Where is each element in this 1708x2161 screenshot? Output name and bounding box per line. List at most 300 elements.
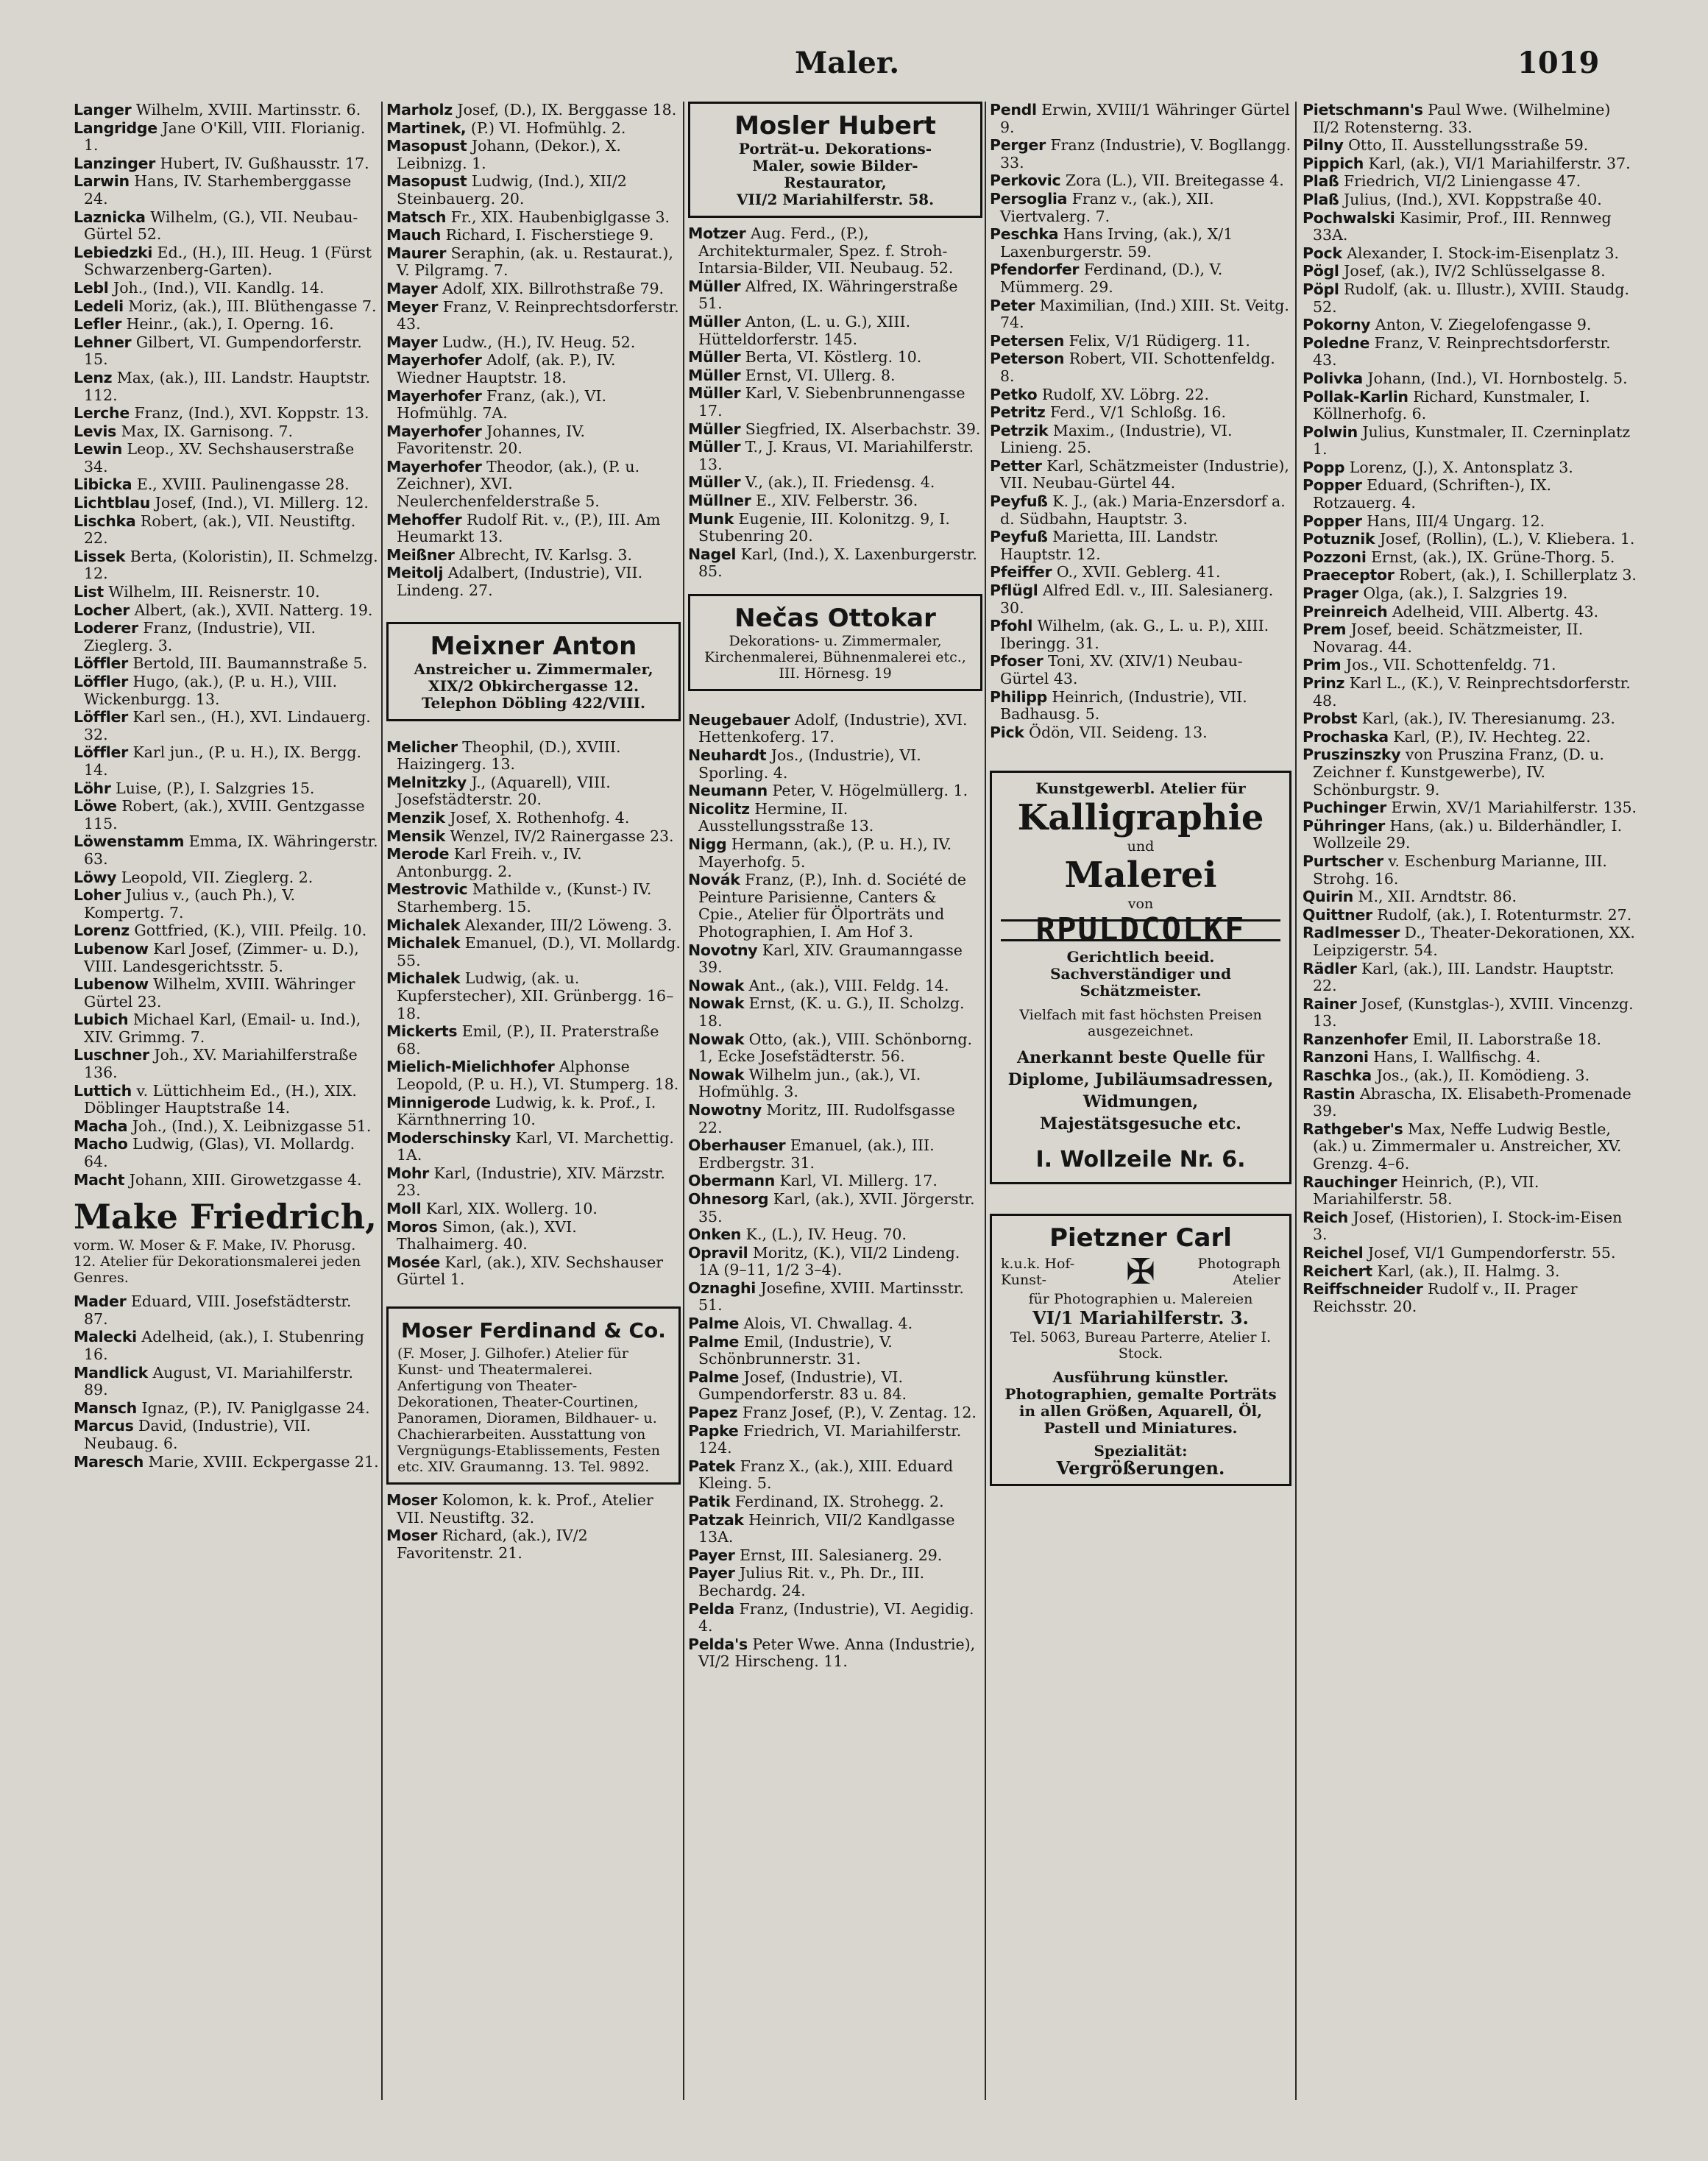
entry-surname: Mosée <box>386 1253 440 1271</box>
directory-entry: Payer Ernst, III. Salesianerg. 29. <box>688 1546 943 1564</box>
entry-surname: Maresch <box>74 1452 144 1471</box>
ad-pietzner-phone: Tel. 5063, Bureau Parterre, Atelier I. Stock. <box>1010 1329 1272 1362</box>
directory-entry: Pippich Karl, (ak.), VI/1 Mariahilferstr. 37. <box>1303 154 1631 172</box>
entry-surname: Peyfuß <box>990 528 1048 546</box>
directory-entry: Pfohl Wilhelm, (ak. G., L. u. P.), XIII. Iberingg. 31. <box>990 617 1269 652</box>
entry-surname: Purtscher <box>1303 852 1383 870</box>
ad-pietzner-left: k.u.k. Hof- Kunst- <box>1001 1255 1075 1288</box>
entry-surname: Müller <box>688 473 741 492</box>
entry-surname: Nowotny <box>688 1100 762 1119</box>
directory-entry: Laznicka Wilhelm, (G.), VII. Neubau-Gürtel 52. <box>74 208 358 244</box>
directory-entry: Müller T., J. Kraus, VI. Mariahilferstr. 13. <box>688 438 974 473</box>
directory-entry: Langridge Jane O'Kill, VIII. Florianig. 1. <box>74 119 366 155</box>
entry-surname: Reiffschneider <box>1303 1280 1423 1298</box>
entry-surname: Ranzoni <box>1303 1048 1369 1067</box>
directory-entry: Onken K., (L.), IV. Heug. 70. <box>688 1225 907 1244</box>
entry-surname: Novotny <box>688 941 758 959</box>
directory-entry: Meitolj Adalbert, (Industrie), VII. Lindeng. 27. <box>386 564 643 600</box>
entry-surname: Lubich <box>74 1011 129 1029</box>
entry-surname: Petritz <box>990 403 1046 422</box>
entry-surname: Mestrovic <box>386 880 468 899</box>
directory-entry: Müller Siegfried, IX. Alserbachstr. 39. <box>688 420 981 438</box>
entry-surname: Prinz <box>1303 674 1345 692</box>
ad-mosler <box>688 102 982 218</box>
directory-entry: Lehner Gilbert, VI. Gumpendorferstr. 15. <box>74 333 362 369</box>
entry-surname: Probst <box>1303 710 1358 728</box>
ad-mosler-line1: Porträt-u. Dekorations- <box>738 140 932 158</box>
entry-surname: Peyfuß <box>990 492 1048 511</box>
entry-surname: Löffler <box>74 673 128 690</box>
directory-entry: Reiffschneider Rudolf v., II. Prager Reichsstr. 20. <box>1303 1280 1578 1315</box>
entry-surname: Löwenstamm <box>74 832 185 851</box>
directory-entry: Payer Julius Rit. v., Ph. Dr., III. Bechardg. 24. <box>688 1564 925 1599</box>
entry-surname: Patzak <box>688 1510 744 1529</box>
directory-entry: Müller Karl, V. Siebenbrunnengasse 17. <box>688 384 965 420</box>
directory-entry: Loher Julius v., (auch Ph.), V. Kompertg. 7. <box>74 886 296 922</box>
entry-surname: Pfeiffer <box>990 563 1052 581</box>
entry-surname: Nowak <box>688 994 745 1013</box>
directory-entry: Müller Ernst, VI. Ullerg. 8. <box>688 366 896 384</box>
directory-entry: Radlmesser D., Theater-Dekorationen, XX. Leipzigerstr. 54. <box>1303 924 1635 959</box>
entry-surname: Meyer <box>386 297 439 316</box>
entry-surname: Ranzenhofer <box>1303 1030 1408 1048</box>
entry-surname: Rainer <box>1303 994 1357 1013</box>
directory-entry: Lefler Heinr., (ak.), I. Operng. 16. <box>74 315 334 333</box>
directory-entry: Löwe Robert, (ak.), XVIII. Gentzgasse 115. <box>74 797 365 832</box>
entry-surname: Macht <box>74 1170 125 1189</box>
ad-kalligraphie-logo: RPULDCOLKF <box>1001 919 1280 941</box>
entry-surname: Petter <box>990 456 1042 475</box>
entry-surname: Motzer <box>688 224 746 242</box>
directory-entry: Löffler Karl sen., (H.), XVI. Lindauerg. 32. <box>74 708 371 743</box>
directory-entry: Mohr Karl, (Industrie), XIV. Märzstr. 23. <box>386 1164 665 1200</box>
ad-kalligraphie-und: und <box>1127 838 1155 855</box>
ad-meixner-name: Meixner Anton <box>430 631 637 661</box>
entry-surname: Levis <box>74 422 117 440</box>
ad-kalligraphie-big1: Kalligraphie <box>1017 797 1264 839</box>
ad-meixner <box>386 622 681 721</box>
entry-surname: Marcus <box>74 1417 134 1435</box>
entry-surname: Müller <box>688 384 741 403</box>
entry-surname: Mayerhofer <box>386 351 482 369</box>
entry-surname: Mayer <box>386 279 438 297</box>
entry-surname: Popper <box>1303 476 1362 495</box>
directory-entry: Palme Josef, (Industrie), VI. Gumpendorferstr. 83 u. 84. <box>688 1368 907 1404</box>
directory-entry: Mensik Wenzel, IV/2 Rainergasse 23. <box>386 827 674 845</box>
directory-entry: Nowak Wilhelm jun., (ak.), VI. Hofmühlg. 3. <box>688 1065 921 1101</box>
directory-entry: Lebiedzki Ed., (H.), III. Heug. 1 (Fürst Schwarzenberg-Garten). <box>74 243 372 279</box>
directory-entry: Moros Simon, (ak.), XVI. Thalhaimerg. 40. <box>386 1217 577 1253</box>
directory-entry: Pelda Franz, (Industrie), VI. Aegidig. 4. <box>688 1599 974 1635</box>
column-3 <box>688 102 982 1672</box>
directory-entry: Oberhauser Emanuel, (ak.), III. Erdbergstr. 31. <box>688 1136 935 1172</box>
entry-surname: Langridge <box>74 119 157 137</box>
entry-surname: Peschka <box>990 225 1059 244</box>
entry-surname: Palme <box>688 1332 740 1351</box>
entry-surname: Löffler <box>74 708 128 726</box>
entry-surname: Masopust <box>386 137 467 155</box>
directory-entry: Plaß Julius, (Ind.), XVI. Koppstraße 40. <box>1303 190 1602 208</box>
directory-entry: Rädler Karl, (ak.), III. Landstr. Hauptstr. 22. <box>1303 959 1615 995</box>
directory-entry: Rainer Josef, (Kunstglas-), XVIII. Vincenzg. 13. <box>1303 994 1634 1030</box>
entry-surname: Lubenow <box>74 939 149 958</box>
entry-surname: Rastin <box>1303 1084 1356 1103</box>
ad-kalligraphie-address: I. Wollzeile Nr. 6. <box>1035 1146 1246 1173</box>
directory-entry: Peyfuß Marietta, III. Landstr. Hauptstr. 12. <box>990 528 1219 563</box>
entry-surname: Moderschinsky <box>386 1128 511 1147</box>
entry-surname: Perkovic <box>990 171 1061 190</box>
directory-entry: Menzik Josef, X. Rothenhofg. 4. <box>386 809 630 827</box>
directory-entry: Munk Eugenie, III. Kolonitzg. 9, I. Stubenring 20. <box>688 509 950 545</box>
directory-entry: Pöpl Rudolf, (ak. u. Illustr.), XVIII. Staudg. 52. <box>1303 280 1630 316</box>
entry-surname: Pelda's <box>688 1635 748 1653</box>
directory-entry: Luschner Joh., XV. Mariahilferstraße 136. <box>74 1046 358 1082</box>
entry-surname: Menzik <box>386 809 445 827</box>
directory-entry: Pelda's Peter Wwe. Anna (Industrie), VI/2 Hirscheng. 11. <box>688 1635 976 1671</box>
entry-surname: Michalek <box>386 916 461 934</box>
entry-surname: Pühringer <box>1303 816 1385 835</box>
entry-surname: Macho <box>74 1135 128 1153</box>
entry-surname: Ohnesorg <box>688 1189 769 1208</box>
entry-surname: Pietschmann's <box>1303 101 1423 119</box>
directory-entry: Masopust Johann, (Dekor.), X. Leibnizg. 1. <box>386 137 621 172</box>
entry-surname: Opravil <box>688 1243 748 1262</box>
entry-surname: Lissek <box>74 547 126 565</box>
entry-surname: Papke <box>688 1421 739 1440</box>
column-divider <box>985 102 986 2100</box>
ad-necas-name: Nečas Ottokar <box>734 603 936 633</box>
entry-surname: Polivka <box>1303 369 1363 387</box>
directory-entry: Mayer Ludw., (H.), IV. Heug. 52. <box>386 333 636 351</box>
directory-entry: Prager Olga, (ak.), I. Salzgries 19. <box>1303 584 1568 603</box>
entry-surname: Müllner <box>688 491 751 509</box>
directory-entry: Lissek Berta, (Koloristin), II. Schmelzg. 12. <box>74 547 378 583</box>
directory-entry: Loderer Franz, (Industrie), VII. Zieglerg. 3. <box>74 619 316 654</box>
entry-surname: Lehner <box>74 333 132 351</box>
directory-entry: Pollak-Karlin Richard, Kunstmaler, I. Köllnerhofg. 6. <box>1303 387 1590 423</box>
directory-entry: Perger Franz (Industrie), V. Bogllangg. 33. <box>990 136 1291 171</box>
entry-surname: Plaß <box>1303 172 1339 191</box>
entry-surname: Perger <box>990 136 1046 155</box>
directory-entry: Neumann Peter, V. Högelmüllerg. 1. <box>688 782 968 800</box>
directory-entry: Nowak Otto, (ak.), VIII. Schönborng. 1, Ecke Josefstädterstr. 56. <box>688 1030 973 1066</box>
ad-necas-text: Dekorations- u. Zimmermaler, Kirchenmalerei, Bühnenmalerei etc., III. Hörnesg. 19 <box>704 632 966 682</box>
directory-entry: Poledne Franz, V. Reinprechtsdorferstr. 43. <box>1303 333 1611 369</box>
directory-entry: Mayer Adolf, XIX. Billrothstraße 79. <box>386 279 665 297</box>
entry-surname: Melicher <box>386 738 458 756</box>
directory-entry: Quittner Rudolf, (ak.), I. Rotenturmstr. 27. <box>1303 905 1632 924</box>
entry-surname: Pozzoni <box>1303 548 1367 566</box>
entry-surname: Macha <box>74 1117 128 1135</box>
directory-entry: Pflügl Alfred Edl. v., III. Salesianerg. 30. <box>990 581 1274 617</box>
entry-surname: Munk <box>688 509 734 528</box>
entry-surname: Mader <box>74 1292 127 1311</box>
ad-moser-ferdinand <box>386 1306 681 1485</box>
entry-surname: Mandlick <box>74 1363 148 1382</box>
ad-kalligraphie-text2: Vielfach mit fast höchsten Preisen ausgezeichnet. <box>1019 1006 1262 1039</box>
directory-entry: Müller V., (ak.), II. Friedensg. 4. <box>688 473 935 492</box>
entry-surname: Maurer <box>386 244 447 262</box>
entry-surname: Pochwalski <box>1303 208 1395 227</box>
entry-surname: Moros <box>386 1217 438 1236</box>
eagle-icon: ✠ <box>1125 1251 1156 1292</box>
directory-entry: Petritz Ferd., V/1 Schloßg. 16. <box>990 403 1227 422</box>
directory-entry: Petko Rudolf, XV. Löbrg. 22. <box>990 385 1209 403</box>
directory-entry: Luttich v. Lüttichheim Ed., (H.), XIX. Döblinger Hauptstraße 14. <box>74 1081 357 1117</box>
entry-surname: Löhr <box>74 779 111 797</box>
directory-entry: Martinek, (P.) VI. Hofmühlg. 2. <box>386 119 626 137</box>
entry-surname: Pippich <box>1303 154 1364 172</box>
directory-entry: Mayerhofer Adolf, (ak. P.), IV. Wiedner Hauptstr. 18. <box>386 351 616 386</box>
directory-entry: Masopust Ludwig, (Ind.), XII/2 Steinbauerg. 20. <box>386 172 627 208</box>
ad-make <box>74 1196 379 1286</box>
entry-surname: Lichtblau <box>74 494 151 512</box>
directory-entry: Pozzoni Ernst, (ak.), IX. Grüne-Thorg. 5. <box>1303 548 1615 566</box>
directory-entry: Löwenstamm Emma, IX. Währingerstr. 63. <box>74 832 378 868</box>
directory-entry: Potuznik Josef, (Rollin), (L.), V. Kliebera. 1. <box>1303 530 1635 548</box>
directory-entry: Melnitzky J., (Aquarell), VIII. Josefstädterstr. 20. <box>386 773 611 809</box>
directory-entry: Ohnesorg Karl, (ak.), XVII. Jörgerstr. 35. <box>688 1189 975 1225</box>
directory-entry: Larwin Hans, IV. Starhemberggasse 24. <box>74 172 352 208</box>
directory-entry: Mansch Ignaz, (P.), IV. Paniglgasse 24. <box>74 1398 370 1417</box>
directory-entry: Novotny Karl, XIV. Graumanngasse 39. <box>688 941 963 977</box>
directory-entry: Mosée Karl, (ak.), XIV. Sechshauser Gürtel 1. <box>386 1253 664 1289</box>
entry-surname: Larwin <box>74 172 130 191</box>
entry-surname: Reich <box>1303 1208 1348 1226</box>
directory-entry: Lewin Leop., XV. Sechshauserstraße 34. <box>74 440 355 475</box>
entry-surname: Luttich <box>74 1081 132 1100</box>
directory-entry: Libicka E., XVIII. Paulinengasse 28. <box>74 475 350 494</box>
entry-surname: Pöpl <box>1303 280 1339 298</box>
entry-surname: Obermann <box>688 1172 776 1190</box>
directory-entry: Marholz Josef, (D.), IX. Berggasse 18. <box>386 101 677 119</box>
ad-kalligraphie-big2: Malerei <box>1064 855 1217 896</box>
entry-surname: Michalek <box>386 969 461 988</box>
directory-entry: Novák Franz, (P.), Inh. d. Société de Peinture Parisienne, Canters & Cpie., Atelier für Ölporträts und Photographien, I. Am Hof 3. <box>688 871 966 941</box>
directory-entry: Löffler Karl jun., (P. u. H.), IX. Bergg. 14. <box>74 743 361 779</box>
directory-entry: Peter Maximilian, (Ind.) XIII. St. Veitg. 74. <box>990 296 1289 332</box>
entry-surname: Martinek, <box>386 119 467 137</box>
ad-pietzner-text2: Ausführung künstler. Photographien, gemalte Porträts in allen Größen, Aquarell, Öl, Pastell und Miniatures. <box>1004 1368 1277 1437</box>
directory-entry: Persoglia Franz v., (ak.), XII. Viertvalerg. 7. <box>990 189 1214 225</box>
directory-entry: Ranzoni Hans, I. Wallfischg. 4. <box>1303 1048 1541 1067</box>
directory-entry: Michalek Emanuel, (D.), VI. Mollardg. 55. <box>386 934 681 969</box>
entry-surname: Oznaghi <box>688 1278 756 1297</box>
entry-surname: Neuhardt <box>688 746 767 765</box>
directory-entry: Plaß Friedrich, VI/2 Liniengasse 47. <box>1303 172 1581 191</box>
directory-entry: Raschka Jos., (ak.), II. Komödieng. 3. <box>1303 1067 1590 1085</box>
directory-entry: Mayerhofer Franz, (ak.), VI. Hofmühlg. 7A. <box>386 386 606 422</box>
entry-surname: Lubenow <box>74 975 149 994</box>
entry-surname: Lerche <box>74 404 130 422</box>
directory-entry: Maresch Marie, XVIII. Eckpergasse 21. <box>74 1452 379 1471</box>
entry-surname: Moser <box>386 1491 438 1510</box>
directory-entry: Patik Ferdinand, IX. Strohegg. 2. <box>688 1493 944 1510</box>
entry-surname: Lebl <box>74 278 109 297</box>
directory-entry: Lerche Franz, (Ind.), XVI. Koppstr. 13. <box>74 404 369 422</box>
entry-surname: Locher <box>74 601 130 619</box>
entry-surname: Popper <box>1303 512 1362 530</box>
directory-entry: Mickerts Emil, (P.), II. Praterstraße 68. <box>386 1022 659 1058</box>
entry-surname: Petrzik <box>990 421 1049 439</box>
directory-entry: Lenz Max, (ak.), III. Landstr. Hauptstr. 112. <box>74 368 371 404</box>
directory-entry: Oznaghi Josefine, XVIII. Martinsstr. 51. <box>688 1278 964 1315</box>
entry-surname: Nigg <box>688 835 727 854</box>
directory-entry: Purtscher v. Eschenburg Marianne, III. Strohg. 16. <box>1303 852 1607 888</box>
entry-surname: Nowak <box>688 976 745 994</box>
directory-entry: Peschka Hans Irving, (ak.), X/1 Laxenburgerstr. 59. <box>990 225 1233 261</box>
entry-surname: Meißner <box>386 545 455 564</box>
entry-surname: Onken <box>688 1225 742 1244</box>
entry-surname: Pfendorfer <box>990 261 1080 279</box>
entry-surname: Pelda <box>688 1599 734 1618</box>
entry-surname: Petko <box>990 385 1038 403</box>
directory-entry: Rathgeber's Max, Neffe Ludwig Bestle, (ak.) u. Zimmermaler u. Anstreicher, XV. Grenzg. 4–6. <box>1303 1120 1622 1173</box>
entry-surname: Masopust <box>386 172 467 191</box>
entry-surname: Pendl <box>990 101 1037 119</box>
directory-entry: Müller Alfred, IX. Währingerstraße 51. <box>688 277 958 313</box>
directory-entry: Pochwalski Kasimir, Prof., III. Rennweg 33A. <box>1303 208 1612 244</box>
entry-surname: Müller <box>688 277 741 295</box>
entry-surname: Löffler <box>74 743 128 762</box>
entry-surname: Pick <box>990 723 1024 741</box>
directory-entry: Moser Kolomon, k. k. Prof., Atelier VII. Neustiftg. 32. <box>386 1491 653 1527</box>
ad-kalligraphie-text1: Gerichtlich beeid. Sachverständiger und Schätzmeister. <box>1050 947 1231 1000</box>
directory-entry: Mayerhofer Theodor, (ak.), (P. u. Zeichner), XVI. Neulerchenfelderstraße 5. <box>386 457 640 511</box>
entry-surname: Pfoser <box>990 652 1043 671</box>
entry-surname: Prager <box>1303 584 1358 603</box>
entry-surname: Papez <box>688 1404 738 1422</box>
entry-surname: Pflügl <box>990 581 1038 600</box>
directory-entry: Neugebauer Adolf, (Industrie), XVI. Hettenkoferg. 17. <box>688 710 968 746</box>
entry-surname: Mielich-Mielichhofer <box>386 1058 555 1076</box>
page-number: 1019 <box>1517 46 1600 80</box>
page-title: Maler. <box>795 46 900 80</box>
directory-entry: Pokorny Anton, V. Ziegelofengasse 9. <box>1303 316 1592 334</box>
entry-surname: Reichel <box>1303 1244 1364 1262</box>
entry-surname: Lorenz <box>74 922 130 940</box>
directory-entry: Prim Jos., VII. Schottenfeldg. 71. <box>1303 656 1556 674</box>
ad-mosler-line2: Maler, sowie Bilder- <box>752 157 918 174</box>
directory-entry: Nowak Ant., (ak.), VIII. Feldg. 14. <box>688 976 949 994</box>
directory-entry: Pock Alexander, I. Stock-im-Eisenplatz 3. <box>1303 244 1620 262</box>
directory-entry: Michalek Alexander, III/2 Löweng. 3. <box>386 916 673 934</box>
entry-surname: List <box>74 583 104 601</box>
directory-entry: Moser Richard, (ak.), IV/2 Favoritenstr. 21. <box>386 1527 588 1562</box>
directory-entry: List Wilhelm, III. Reisnerstr. 10. <box>74 583 320 601</box>
entry-surname: Palme <box>688 1315 740 1333</box>
entry-surname: Lenz <box>74 368 113 386</box>
entry-surname: Lanzinger <box>74 154 156 172</box>
entry-surname: Payer <box>688 1546 735 1564</box>
entry-surname: Luschner <box>74 1046 149 1064</box>
directory-entry: Mehoffer Rudolf Rit. v., (P.), III. Am Heumarkt 13. <box>386 510 661 546</box>
entry-surname: Poledne <box>1303 333 1370 352</box>
entry-surname: Pock <box>1303 244 1342 262</box>
column-1 <box>74 102 379 1471</box>
directory-entry: Macho Ludwig, (Glas), VI. Mollardg. 64. <box>74 1135 355 1171</box>
directory-entry: Pfendorfer Ferdinand, (D.), V. Mümmerg. 29. <box>990 261 1223 296</box>
entry-surname: Marholz <box>386 101 453 119</box>
directory-entry: Pendl Erwin, XVIII/1 Währinger Gürtel 9. <box>990 101 1290 136</box>
directory-entry: Pögl Josef, (ak.), IV/2 Schlüsselgasse 8. <box>1303 262 1606 280</box>
directory-entry: Marcus David, (Industrie), VII. Neubaug. 6. <box>74 1417 311 1452</box>
column-4 <box>990 102 1291 1493</box>
directory-entry: Rauchinger Heinrich, (P.), VII. Mariahilferstr. 58. <box>1303 1173 1539 1209</box>
entry-surname: Müller <box>688 438 741 456</box>
entry-surname: Nowak <box>688 1030 745 1048</box>
directory-entry: Meyer Franz, V. Reinprechtsdorferstr. 43. <box>386 297 679 333</box>
directory-entry: Lebl Joh., (Ind.), VII. Kandlg. 14. <box>74 278 325 297</box>
entry-surname: Palme <box>688 1368 740 1386</box>
entry-surname: Plaß <box>1303 190 1339 208</box>
directory-entry: Langer Wilhelm, XVIII. Martinsstr. 6. <box>74 101 361 119</box>
directory-entry: Peterson Robert, VII. Schottenfeldg. 8. <box>990 350 1275 385</box>
directory-entry: Macha Joh., (Ind.), X. Leibnizgasse 51. <box>74 1117 372 1135</box>
entry-surname: Polwin <box>1303 422 1358 441</box>
directory-entry: Malecki Adelheid, (ak.), I. Stubenring 16. <box>74 1328 365 1363</box>
ad-mosler-name: Mosler Hubert <box>734 111 936 141</box>
ad-meixner-text: Anstreicher u. Zimmermaler, XIX/2 Obkirchergasse 12. Telephon Döbling 422/VIII. <box>414 659 653 712</box>
directory-entry: Popper Hans, III/4 Ungarg. 12. <box>1303 512 1545 530</box>
entry-surname: Michalek <box>386 934 461 952</box>
entry-surname: Novák <box>688 871 740 889</box>
directory-entry: Melicher Theophil, (D.), XVIII. Haizingerg. 13. <box>386 738 621 774</box>
entry-surname: Müller <box>688 420 741 438</box>
ad-make-text: vorm. W. Moser & F. Make, IV. Phorusg. 12. Atelier für Dekorationsmalerei jeden Genres. <box>74 1237 361 1287</box>
directory-entry: Ledeli Moriz, (ak.), III. Blüthengasse 7. <box>74 297 377 315</box>
directory-entry: Neuhardt Jos., (Industrie), VI. Sporling. 4. <box>688 746 921 782</box>
entry-surname: Müller <box>688 366 741 384</box>
directory-entry: Pruszinszky von Pruszina Franz, (D. u. Zeichner f. Kunstgewerbe), IV. Schönburgstr. 9. <box>1303 746 1604 799</box>
directory-entry: Löwy Leopold, VII. Zieglerg. 2. <box>74 868 313 886</box>
entry-surname: Pruszinszky <box>1303 746 1401 764</box>
entry-surname: Lefler <box>74 315 122 333</box>
directory-entry: Maurer Seraphin, (ak. u. Restaurat.), V. Pilgramg. 7. <box>386 244 673 280</box>
entry-surname: Lebiedzki <box>74 243 153 261</box>
entry-surname: Ledeli <box>74 297 124 315</box>
ad-pietzner-spec2: Vergrößerungen. <box>1056 1457 1225 1479</box>
entry-surname: Langer <box>74 101 132 119</box>
directory-entry: Petrzik Maxim., (Industrie), VI. Linieng. 25. <box>990 421 1233 457</box>
entry-surname: Müller <box>688 312 741 330</box>
ad-moser-ferdinand-text: (F. Moser, J. Gilhofer.) Atelier für Kunst- und Theatermalerei. Anfertigung von Theater-Dekorationen, Theater-Courtinen, Panoramen, Dioramen, Bildhauer- u. Chachierarbeiten. Ausstattung von Vergnügungs-Etablissements, Festen etc. XIV. Graumanng. 13. Tel. 9892. <box>397 1345 661 1476</box>
ad-pietzner-address: VI/1 Mariahilferstr. 3. <box>1032 1306 1249 1329</box>
entry-surname: Minnigerode <box>386 1093 491 1111</box>
ad-mosler-address: VII/2 Mariahilferstr. 58. <box>736 191 935 208</box>
entry-surname: Müller <box>688 348 741 367</box>
column-divider <box>381 102 383 2100</box>
directory-entry: Merode Karl Freih. v., IV. Antonburgg. 2. <box>386 845 582 880</box>
directory-entry: Perkovic Zora (L.), VII. Breitegasse 4. <box>990 171 1284 190</box>
entry-surname: Malecki <box>74 1328 137 1346</box>
directory-entry: Pilny Otto, II. Ausstellungsstraße 59. <box>1303 136 1589 155</box>
ad-pietzner-text1: für Photographien u. Malereien <box>1028 1290 1253 1307</box>
ad-kalligraphie-line1: Kunstgewerbl. Atelier für <box>1035 779 1246 798</box>
entry-surname: Payer <box>688 1564 735 1582</box>
directory-entry: Obermann Karl, VI. Millerg. 17. <box>688 1172 938 1190</box>
directory-entry: Müller Anton, (L. u. G.), XIII. Hütteldorferstr. 145. <box>688 312 911 348</box>
directory-entry: Lanzinger Hubert, IV. Gußhausstr. 17. <box>74 154 369 172</box>
ad-pietzner-spec: Spezialität: <box>1094 1441 1188 1460</box>
directory-entry: Prochaska Karl, (P.), IV. Hechteg. 22. <box>1303 727 1591 746</box>
entry-surname: Merode <box>386 845 450 863</box>
directory-entry: Pfeiffer O., XVII. Geblerg. 41. <box>990 563 1221 581</box>
directory-entry: Nowak Ernst, (K. u. G.), II. Scholzg. 18. <box>688 994 965 1030</box>
entry-surname: Pilny <box>1303 136 1344 155</box>
ad-pietzner <box>990 1214 1291 1486</box>
entry-surname: Persoglia <box>990 189 1068 208</box>
